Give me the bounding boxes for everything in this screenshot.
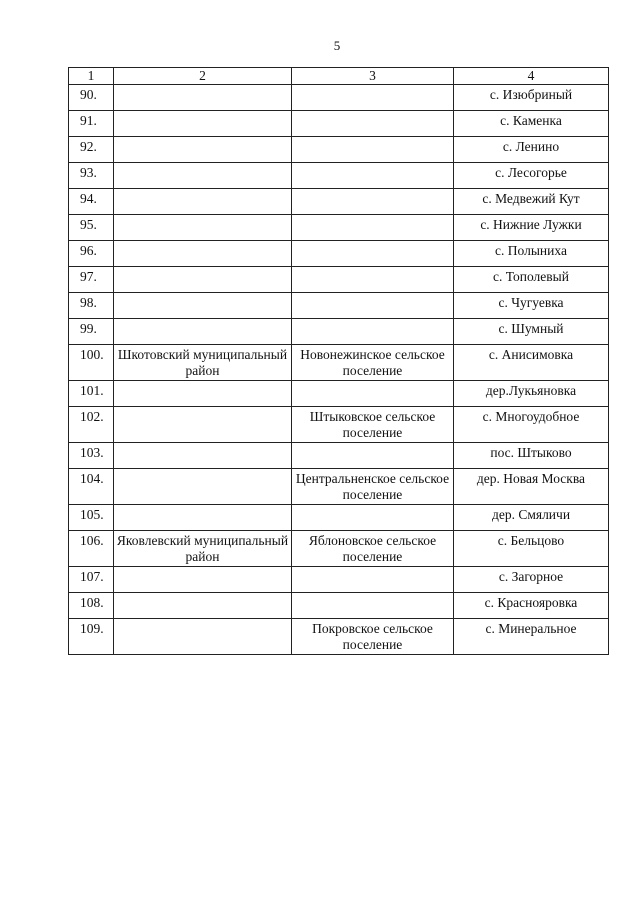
district-cell	[114, 443, 292, 469]
table-row	[69, 381, 609, 407]
settlement-cell	[292, 267, 454, 293]
locality-cell: с. Лесогорье	[454, 163, 609, 189]
district-cell	[114, 619, 292, 655]
district-cell	[114, 407, 292, 443]
table-row	[69, 469, 609, 505]
settlements-table	[68, 67, 609, 655]
locality-cell: с. Медвежий Кут	[454, 189, 609, 215]
district-cell	[114, 319, 292, 345]
page-number: 5	[333, 38, 341, 53]
locality-cell: дер. Смяличи	[454, 505, 609, 531]
row-number-cell: 106.	[69, 531, 114, 567]
locality-cell: с. Многоудобное	[454, 407, 609, 443]
column-header-1: 1	[69, 68, 114, 85]
district-cell	[114, 567, 292, 593]
table-row	[69, 319, 609, 345]
district-cell: Шкотовский муниципальный район	[114, 345, 292, 381]
table-row	[69, 85, 609, 111]
locality-cell: с. Каменка	[454, 111, 609, 137]
row-number-cell: 92.	[69, 137, 114, 163]
column-header-4: 4	[454, 68, 609, 85]
table-row	[69, 593, 609, 619]
row-number-cell: 91.	[69, 111, 114, 137]
table-row	[69, 443, 609, 469]
settlement-cell	[292, 443, 454, 469]
row-number-cell: 99.	[69, 319, 114, 345]
row-number-cell: 96.	[69, 241, 114, 267]
settlement-cell	[292, 505, 454, 531]
settlement-cell	[292, 293, 454, 319]
settlement-cell	[292, 85, 454, 111]
locality-cell: с. Чугуевка	[454, 293, 609, 319]
locality-cell: с. Полыниха	[454, 241, 609, 267]
settlement-cell: Покровское сельское поселение	[292, 619, 454, 655]
table-row	[69, 531, 609, 567]
locality-cell: с. Ленино	[454, 137, 609, 163]
settlement-cell	[292, 319, 454, 345]
row-number-cell: 101.	[69, 381, 114, 407]
settlement-cell	[292, 215, 454, 241]
table-row	[69, 137, 609, 163]
row-number-cell: 109.	[69, 619, 114, 655]
district-cell	[114, 241, 292, 267]
table-row	[69, 293, 609, 319]
row-number-cell: 102.	[69, 407, 114, 443]
row-number-cell: 95.	[69, 215, 114, 241]
column-header-2: 2	[114, 68, 292, 85]
locality-cell: с. Изюбриный	[454, 85, 609, 111]
table-row	[69, 505, 609, 531]
district-cell	[114, 111, 292, 137]
column-header-3: 3	[292, 68, 454, 85]
table-row	[69, 215, 609, 241]
district-cell	[114, 267, 292, 293]
table-row	[69, 619, 609, 655]
table-row	[69, 407, 609, 443]
locality-cell: с. Тополевый	[454, 267, 609, 293]
district-cell	[114, 189, 292, 215]
locality-cell: пос. Штыково	[454, 443, 609, 469]
locality-cell: дер.Лукьяновка	[454, 381, 609, 407]
row-number-cell: 108.	[69, 593, 114, 619]
district-cell	[114, 469, 292, 505]
table-row	[69, 189, 609, 215]
row-number-cell: 93.	[69, 163, 114, 189]
row-number-cell: 104.	[69, 469, 114, 505]
table-row	[69, 111, 609, 137]
district-cell	[114, 593, 292, 619]
settlement-cell	[292, 593, 454, 619]
row-number-cell: 94.	[69, 189, 114, 215]
table-row	[69, 241, 609, 267]
settlement-cell	[292, 111, 454, 137]
row-number-cell: 105.	[69, 505, 114, 531]
table-row	[69, 267, 609, 293]
locality-cell: с. Шумный	[454, 319, 609, 345]
locality-cell: дер. Новая Москва	[454, 469, 609, 505]
table-header-row	[69, 68, 609, 85]
district-cell	[114, 215, 292, 241]
district-cell	[114, 163, 292, 189]
district-cell	[114, 381, 292, 407]
row-number-cell: 100.	[69, 345, 114, 381]
settlement-cell: Штыковское сельское поселение	[292, 407, 454, 443]
settlement-cell: Яблоновское сельское поселение	[292, 531, 454, 567]
table-row	[69, 567, 609, 593]
district-cell	[114, 293, 292, 319]
district-cell: Яковлевский муниципальный район	[114, 531, 292, 567]
settlement-cell	[292, 567, 454, 593]
settlement-cell: Центральненское сельское поселение	[292, 469, 454, 505]
settlement-cell	[292, 241, 454, 267]
district-cell	[114, 505, 292, 531]
table-row	[69, 163, 609, 189]
locality-cell: с. Загорное	[454, 567, 609, 593]
settlement-cell: Новонежинское сельское поселение	[292, 345, 454, 381]
locality-cell: с. Бельцово	[454, 531, 609, 567]
settlement-cell	[292, 163, 454, 189]
row-number-cell: 103.	[69, 443, 114, 469]
district-cell	[114, 85, 292, 111]
locality-cell: с. Минеральное	[454, 619, 609, 655]
settlement-cell	[292, 137, 454, 163]
settlement-cell	[292, 381, 454, 407]
district-cell	[114, 137, 292, 163]
locality-cell: с. Анисимовка	[454, 345, 609, 381]
settlement-cell	[292, 189, 454, 215]
row-number-cell: 98.	[69, 293, 114, 319]
row-number-cell: 97.	[69, 267, 114, 293]
row-number-cell: 90.	[69, 85, 114, 111]
row-number-cell: 107.	[69, 567, 114, 593]
table-row	[69, 345, 609, 381]
locality-cell: с. Краснояровка	[454, 593, 609, 619]
locality-cell: с. Нижние Лужки	[454, 215, 609, 241]
